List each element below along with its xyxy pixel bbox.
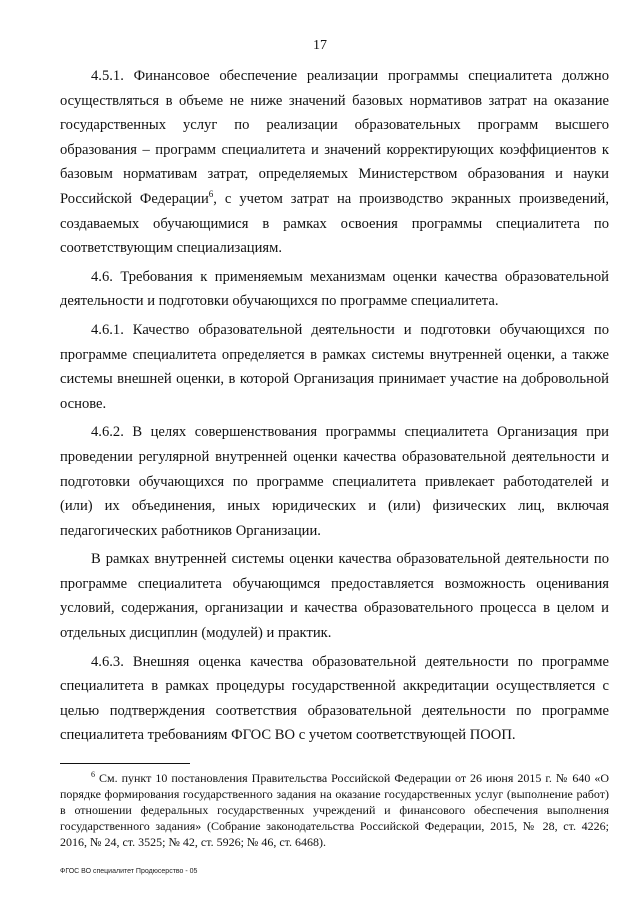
body-text	[60, 64, 609, 748]
footnote	[60, 770, 609, 850]
paragraph-4-6-1: 4.6.1. Качество образовательной деятельности и подготовки обучающихся по программе специалитета определяется в рамках системы внутренней оценки, а также системы внешней оценки, в которой Организация принимает участие на добровольной основе.	[60, 321, 609, 412]
paragraph-4-6: 4.6. Требования к применяемым механизмам оценки качества образовательной деятельности и подготовки обучающихся по программе специалитета.	[60, 268, 609, 310]
footnote-divider	[60, 763, 190, 764]
footnote-reference: 6	[208, 189, 214, 200]
paragraph-text-continued: , с учетом затрат на производство экранных произведений, создаваемых обучающимися в рамках освоения программы специалитета по соответствующим специализациям.	[60, 190, 609, 257]
page-number: 17	[313, 38, 327, 53]
document-code-stamp: ФГОС ВО специалитет Продюсерство - 05	[60, 868, 198, 875]
paragraph-4-6-3: 4.6.3. Внешняя оценка качества образовательной деятельности по программе специалитета в рамках процедуры государственной аккредитации осуществляется с целью подтверждения соответствия образовательной деятельности по программе специалитета требованиям ФГОС ВО с учетом соответствующей ПООП.	[60, 653, 609, 744]
paragraph-4-5-1	[60, 64, 609, 261]
paragraph-internal-assessment: В рамках внутренней системы оценки качества образовательной деятельности по программе специалитета обучающимся предоставляется возможность оценивания условий, содержания, организации и качества образовательного процесса в целом и отдельных дисциплин (модулей) и практик.	[60, 551, 609, 642]
footnote-mark: 6	[91, 770, 95, 779]
footnote-text: См. пункт 10 постановления Правительства Российской Федерации от 26 июня 2015 г. № 640 «О порядке формирования государственного задания на оказание государственных услуг (выполнение работ) в отношении федеральных государственных учреждений и финансового обеспечения выполнения государственного задания» (Собрание законодательства Российской Федерации, 2015, № 28, ст. 4226; 2016, № 24, ст. 3525; № 42, ст. 5926; № 46, ст. 6468).	[60, 771, 609, 849]
paragraph-4-6-2: 4.6.2. В целях совершенствования программы специалитета Организация при проведении регулярной внутренней оценки качества образовательной деятельности и подготовки обучающихся по программе специалитета привлекает работодателей и (или) их объединения, иных юридических и (или) физических лиц, включая педагогических работников Организации.	[60, 424, 609, 539]
paragraph-text: 4.5.1. Финансовое обеспечение реализации программы специалитета должно осуществляться в объеме не ниже значений базовых нормативов затрат на оказание государственных услуг по реализации образовательных программ высшего образования – программ специалитета и значений корректирующих коэффициентов к базовым нормативам затрат, определяемых Министерством образования и науки Российской Федерации	[60, 68, 609, 207]
